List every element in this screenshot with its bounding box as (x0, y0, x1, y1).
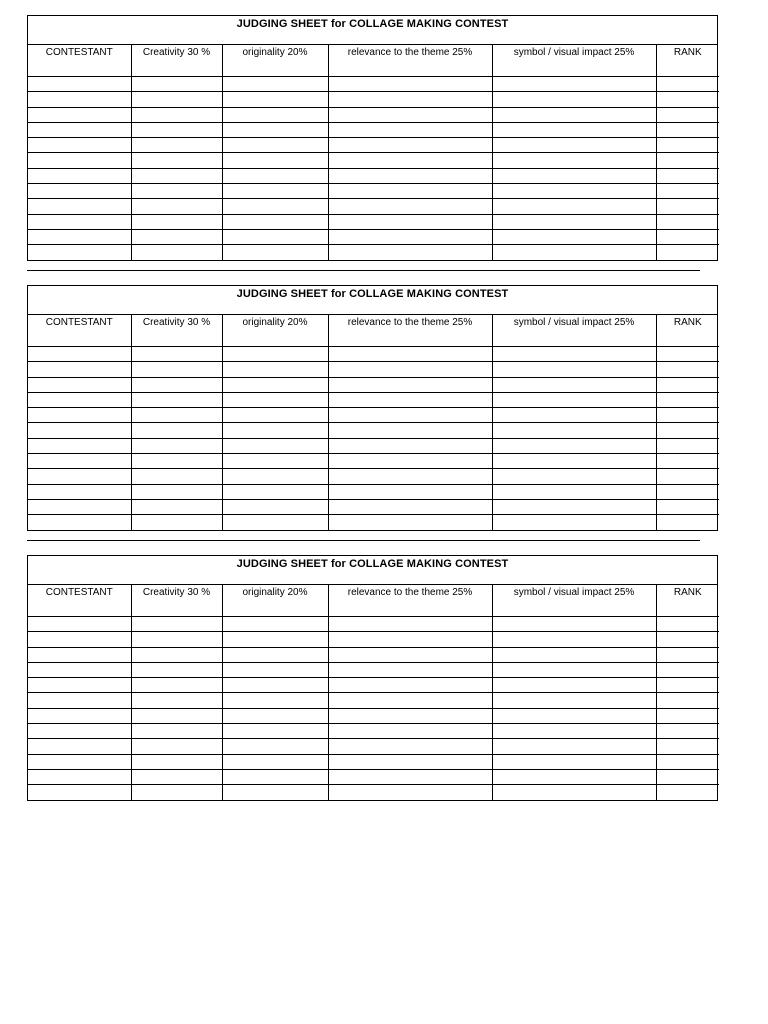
table-cell (492, 754, 656, 769)
col-header-originality: originality 20% (222, 45, 328, 77)
table-cell (656, 515, 719, 530)
table-cell (656, 408, 719, 423)
table-cell (328, 168, 492, 183)
table-cell (28, 362, 131, 377)
table-cell (328, 122, 492, 137)
table-cell (28, 138, 131, 153)
judging-sheet-2 (27, 285, 718, 531)
table-cell (28, 408, 131, 423)
col-header-rank: RANK (656, 315, 719, 347)
table-cell (222, 392, 328, 407)
table-cell (656, 469, 719, 484)
table-cell (328, 347, 492, 362)
table-cell (131, 769, 222, 784)
table-cell (492, 499, 656, 514)
table-cell (222, 214, 328, 229)
table-cell (222, 138, 328, 153)
col-header-creativity: Creativity 30 % (131, 45, 222, 77)
table-cell (328, 617, 492, 632)
table-cell (328, 454, 492, 469)
table-cell (28, 708, 131, 723)
col-header-contestant: CONTESTANT (28, 585, 131, 617)
table-cell (28, 229, 131, 244)
judging-sheet-1 (27, 15, 718, 261)
col-header-visual-impact: symbol / visual impact 25% (492, 45, 656, 77)
table-row (28, 423, 719, 438)
table-cell (131, 785, 222, 800)
table-cell (492, 92, 656, 107)
table-cell (28, 454, 131, 469)
table-cell (328, 107, 492, 122)
table-cell (222, 347, 328, 362)
table-cell (656, 484, 719, 499)
table-cell (492, 122, 656, 137)
table-cell (131, 107, 222, 122)
table-cell (492, 138, 656, 153)
table-cell (656, 499, 719, 514)
table-row (28, 693, 719, 708)
table-cell (328, 724, 492, 739)
table-row (28, 662, 719, 677)
table-cell (222, 632, 328, 647)
table-cell (656, 168, 719, 183)
table-cell (28, 769, 131, 784)
table-cell (131, 199, 222, 214)
table-row (28, 245, 719, 260)
table-cell (222, 617, 328, 632)
table-cell (222, 122, 328, 137)
table-cell (328, 408, 492, 423)
table-row (28, 168, 719, 183)
table-cell (28, 214, 131, 229)
table-cell (222, 153, 328, 168)
table-cell (222, 168, 328, 183)
table-cell (492, 362, 656, 377)
table-cell (656, 632, 719, 647)
table-cell (222, 423, 328, 438)
table-row (28, 362, 719, 377)
table-cell (28, 199, 131, 214)
judging-table (28, 45, 719, 260)
table-cell (222, 408, 328, 423)
table-cell (328, 77, 492, 92)
table-body (28, 617, 719, 800)
table-cell (131, 739, 222, 754)
table-cell (656, 438, 719, 453)
table-cell (492, 229, 656, 244)
col-header-relevance: relevance to the theme 25% (328, 45, 492, 77)
table-cell (328, 229, 492, 244)
table-cell (492, 77, 656, 92)
table-cell (131, 184, 222, 199)
table-cell (131, 92, 222, 107)
table-cell (328, 678, 492, 693)
table-cell (492, 484, 656, 499)
table-cell (131, 138, 222, 153)
table-cell (656, 769, 719, 784)
table-cell (28, 632, 131, 647)
table-cell (492, 632, 656, 647)
table-cell (222, 754, 328, 769)
table-cell (28, 423, 131, 438)
table-cell (492, 469, 656, 484)
table-cell (222, 199, 328, 214)
table-cell (492, 662, 656, 677)
table-cell (656, 199, 719, 214)
table-cell (656, 662, 719, 677)
table-cell (28, 739, 131, 754)
table-cell (131, 408, 222, 423)
col-header-relevance: relevance to the theme 25% (328, 315, 492, 347)
col-header-rank: RANK (656, 45, 719, 77)
table-cell (656, 229, 719, 244)
col-header-originality: originality 20% (222, 585, 328, 617)
table-cell (28, 617, 131, 632)
table-cell (131, 499, 222, 514)
table-cell (222, 693, 328, 708)
table-cell (328, 693, 492, 708)
table-cell (656, 245, 719, 260)
table-cell (492, 693, 656, 708)
table-cell (328, 153, 492, 168)
table-cell (492, 438, 656, 453)
table-cell (656, 107, 719, 122)
table-cell (222, 769, 328, 784)
table-row (28, 184, 719, 199)
table-cell (656, 739, 719, 754)
table-row (28, 122, 719, 137)
col-header-visual-impact: symbol / visual impact 25% (492, 315, 656, 347)
table-cell (328, 632, 492, 647)
table-cell (328, 484, 492, 499)
table-cell (656, 377, 719, 392)
table-cell (656, 214, 719, 229)
table-cell (492, 214, 656, 229)
table-cell (328, 245, 492, 260)
table-cell (492, 647, 656, 662)
table-cell (222, 678, 328, 693)
sheet-title: JUDGING SHEET for COLLAGE MAKING CONTEST (28, 556, 717, 585)
table-cell (131, 245, 222, 260)
table-row (28, 454, 719, 469)
table-cell (28, 347, 131, 362)
table-cell (222, 739, 328, 754)
col-header-relevance: relevance to the theme 25% (328, 585, 492, 617)
table-cell (656, 708, 719, 723)
table-cell (222, 469, 328, 484)
table-cell (131, 362, 222, 377)
table-cell (131, 347, 222, 362)
table-cell (492, 617, 656, 632)
table-cell (328, 214, 492, 229)
table-cell (28, 153, 131, 168)
sheet-title: JUDGING SHEET for COLLAGE MAKING CONTEST (28, 16, 717, 45)
table-cell (492, 392, 656, 407)
table-row (28, 469, 719, 484)
table-cell (28, 469, 131, 484)
table-cell (131, 617, 222, 632)
table-cell (131, 392, 222, 407)
table-row (28, 708, 719, 723)
table-cell (131, 438, 222, 453)
table-row (28, 229, 719, 244)
table-cell (328, 785, 492, 800)
table-row (28, 785, 719, 800)
table-cell (328, 739, 492, 754)
table-row (28, 377, 719, 392)
table-cell (222, 647, 328, 662)
table-row (28, 484, 719, 499)
table-row (28, 438, 719, 453)
table-cell (28, 724, 131, 739)
table-row (28, 77, 719, 92)
table-cell (28, 754, 131, 769)
judging-table (28, 585, 719, 800)
table-cell (328, 769, 492, 784)
table-cell (131, 454, 222, 469)
table-cell (222, 107, 328, 122)
table-cell (28, 168, 131, 183)
table-cell (492, 423, 656, 438)
table-cell (492, 785, 656, 800)
table-cell (492, 153, 656, 168)
table-body (28, 77, 719, 260)
table-cell (492, 199, 656, 214)
table-cell (222, 499, 328, 514)
table-cell (131, 77, 222, 92)
table-cell (656, 678, 719, 693)
header-row (28, 585, 719, 617)
table-cell (328, 377, 492, 392)
table-cell (656, 347, 719, 362)
table-row (28, 408, 719, 423)
table-cell (222, 245, 328, 260)
table-cell (656, 724, 719, 739)
table-cell (328, 515, 492, 530)
table-cell (222, 229, 328, 244)
table-cell (28, 499, 131, 514)
table-cell (656, 122, 719, 137)
table-row (28, 199, 719, 214)
table-cell (492, 408, 656, 423)
table-cell (656, 153, 719, 168)
table-cell (28, 438, 131, 453)
col-header-contestant: CONTESTANT (28, 45, 131, 77)
sheet-title: JUDGING SHEET for COLLAGE MAKING CONTEST (28, 286, 717, 315)
col-header-originality: originality 20% (222, 315, 328, 347)
table-cell (222, 454, 328, 469)
table-cell (656, 77, 719, 92)
table-cell (328, 92, 492, 107)
table-row (28, 153, 719, 168)
table-cell (28, 392, 131, 407)
table-cell (28, 92, 131, 107)
table-cell (328, 423, 492, 438)
table-cell (131, 122, 222, 137)
table-cell (222, 785, 328, 800)
table-cell (222, 515, 328, 530)
table-cell (28, 647, 131, 662)
table-cell (28, 245, 131, 260)
table-cell (131, 693, 222, 708)
table-cell (131, 708, 222, 723)
table-row (28, 515, 719, 530)
table-cell (492, 708, 656, 723)
table-cell (492, 739, 656, 754)
table-cell (222, 484, 328, 499)
table-cell (656, 647, 719, 662)
table-cell (131, 647, 222, 662)
table-cell (131, 469, 222, 484)
table-cell (222, 708, 328, 723)
table-cell (131, 229, 222, 244)
table-cell (656, 423, 719, 438)
table-cell (328, 708, 492, 723)
col-header-creativity: Creativity 30 % (131, 585, 222, 617)
table-cell (222, 92, 328, 107)
table-cell (492, 377, 656, 392)
table-cell (656, 362, 719, 377)
table-cell (328, 199, 492, 214)
table-cell (222, 184, 328, 199)
table-row (28, 739, 719, 754)
col-header-rank: RANK (656, 585, 719, 617)
judging-table (28, 315, 719, 530)
table-cell (492, 515, 656, 530)
table-cell (28, 184, 131, 199)
table-cell (28, 122, 131, 137)
table-cell (131, 153, 222, 168)
table-cell (131, 632, 222, 647)
table-cell (492, 168, 656, 183)
table-cell (131, 662, 222, 677)
table-cell (492, 347, 656, 362)
table-cell (492, 245, 656, 260)
table-cell (328, 392, 492, 407)
table-cell (328, 647, 492, 662)
table-row (28, 107, 719, 122)
table-cell (328, 184, 492, 199)
table-cell (28, 484, 131, 499)
header-row (28, 45, 719, 77)
table-cell (131, 515, 222, 530)
table-row (28, 647, 719, 662)
table-row (28, 214, 719, 229)
table-cell (492, 769, 656, 784)
table-cell (656, 392, 719, 407)
table-cell (656, 184, 719, 199)
table-cell (492, 454, 656, 469)
table-cell (222, 362, 328, 377)
table-cell (131, 168, 222, 183)
table-cell (222, 77, 328, 92)
table-cell (656, 92, 719, 107)
table-cell (222, 724, 328, 739)
table-row (28, 617, 719, 632)
table-cell (492, 678, 656, 693)
table-cell (222, 438, 328, 453)
table-cell (328, 469, 492, 484)
table-cell (656, 754, 719, 769)
col-header-visual-impact: symbol / visual impact 25% (492, 585, 656, 617)
table-cell (28, 515, 131, 530)
table-cell (328, 438, 492, 453)
table-cell (328, 754, 492, 769)
table-row (28, 499, 719, 514)
table-cell (656, 785, 719, 800)
table-cell (222, 662, 328, 677)
table-cell (28, 693, 131, 708)
table-cell (492, 724, 656, 739)
table-row (28, 769, 719, 784)
table-row (28, 92, 719, 107)
table-cell (131, 754, 222, 769)
table-cell (28, 107, 131, 122)
table-cell (656, 454, 719, 469)
table-cell (492, 184, 656, 199)
col-header-creativity: Creativity 30 % (131, 315, 222, 347)
table-cell (28, 377, 131, 392)
table-cell (131, 484, 222, 499)
table-cell (492, 107, 656, 122)
table-cell (28, 785, 131, 800)
table-cell (131, 724, 222, 739)
table-row (28, 754, 719, 769)
table-row (28, 392, 719, 407)
table-row (28, 678, 719, 693)
table-row (28, 632, 719, 647)
table-cell (656, 617, 719, 632)
table-row (28, 724, 719, 739)
table-body (28, 347, 719, 530)
cut-line-separator (27, 270, 700, 271)
table-cell (131, 214, 222, 229)
table-cell (28, 678, 131, 693)
table-cell (656, 138, 719, 153)
table-cell (222, 377, 328, 392)
table-cell (131, 377, 222, 392)
table-cell (28, 77, 131, 92)
table-row (28, 138, 719, 153)
header-row (28, 315, 719, 347)
table-cell (328, 138, 492, 153)
table-cell (328, 362, 492, 377)
table-cell (131, 678, 222, 693)
table-cell (656, 693, 719, 708)
cut-line-separator (27, 540, 700, 541)
col-header-contestant: CONTESTANT (28, 315, 131, 347)
table-cell (328, 662, 492, 677)
table-row (28, 347, 719, 362)
table-cell (28, 662, 131, 677)
table-cell (131, 423, 222, 438)
table-cell (328, 499, 492, 514)
judging-sheet-3 (27, 555, 718, 801)
